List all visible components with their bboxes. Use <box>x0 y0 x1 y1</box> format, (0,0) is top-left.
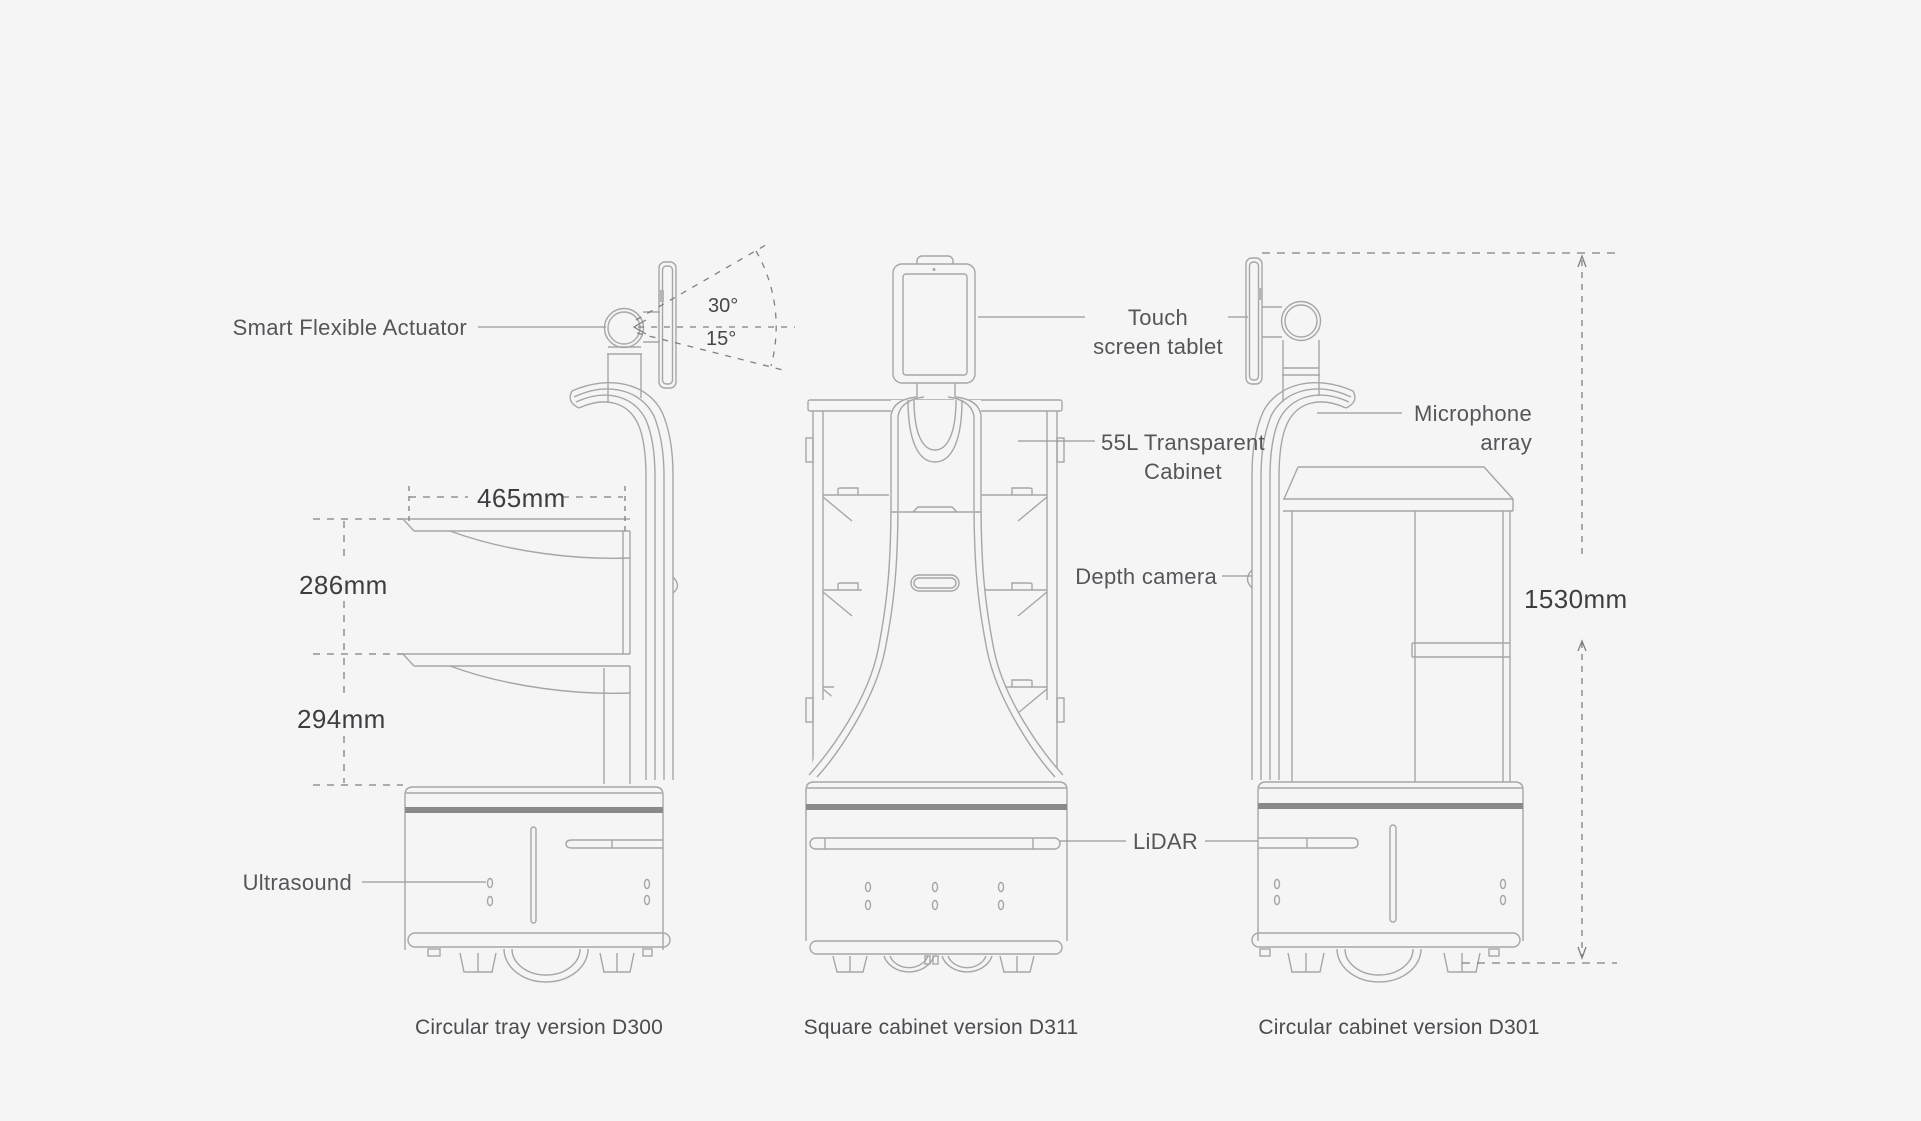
d311-wheels <box>833 956 1034 972</box>
d300-actuator-joint <box>605 309 644 348</box>
d301-cabinet <box>1283 467 1513 782</box>
d300-tray-lower <box>403 654 630 693</box>
dim-upper-tray-gap: 286mm <box>299 570 388 600</box>
d311-base <box>806 782 1067 972</box>
dim-tilt-up-angle: 30° <box>708 295 739 317</box>
d301-base-band <box>1258 803 1523 809</box>
d301-lidar-slot <box>1258 838 1358 848</box>
d301-wheels <box>1288 949 1480 982</box>
robot-d311-drawing <box>806 256 1067 972</box>
label-touch-screen-tablet: Touch screen tablet <box>1093 305 1223 359</box>
d300-ultrasound-holes <box>488 879 650 906</box>
label-55l-transparent-cabinet: 55L Transparent Cabinet <box>1101 430 1265 484</box>
d301-cabinet-shelf-band <box>1412 643 1510 657</box>
d300-base-slot <box>531 827 536 923</box>
d300-lidar-slot <box>566 840 663 848</box>
label-microphone-array: Microphone array <box>1414 401 1532 455</box>
d311-camera-dot <box>933 268 936 271</box>
d301-base <box>1252 782 1523 982</box>
robot-d301-drawing <box>1246 258 1523 982</box>
dim-286-294-lines <box>313 519 403 785</box>
d311-tablet <box>893 256 975 383</box>
d300-base-band <box>405 807 663 813</box>
d300-spine <box>570 383 677 780</box>
d300-wheels <box>460 949 634 982</box>
d301-actuator-joint <box>1282 302 1321 341</box>
d301-base-slot <box>1390 825 1396 922</box>
label-ultrasound: Ultrasound <box>242 870 352 895</box>
d311-trunk <box>809 397 1063 777</box>
label-depth-camera: Depth camera <box>1075 564 1217 589</box>
caption-d300: Circular tray version D300 <box>415 1016 663 1039</box>
d300-tablet-side <box>659 262 676 388</box>
robot-d300-drawing <box>403 262 678 982</box>
label-smart-flexible-actuator: Smart Flexible Actuator <box>232 315 467 340</box>
caption-d301: Circular cabinet version D301 <box>1258 1016 1540 1039</box>
dim-tray-width: 465mm <box>477 483 566 513</box>
caption-d311: Square cabinet version D311 <box>803 1016 1079 1039</box>
d311-lidar-slot <box>810 838 1060 849</box>
dim-overall-height: 1530mm <box>1524 584 1628 614</box>
label-lidar: LiDAR <box>1133 829 1199 854</box>
d311-base-band <box>806 804 1067 810</box>
dim-tilt-down-angle: 15° <box>706 328 737 350</box>
dim-lower-tray-gap: 294mm <box>297 704 386 734</box>
d300-tray-upper <box>403 519 630 558</box>
d300-base <box>405 787 670 982</box>
d311-ultrasound-holes <box>866 883 1004 910</box>
